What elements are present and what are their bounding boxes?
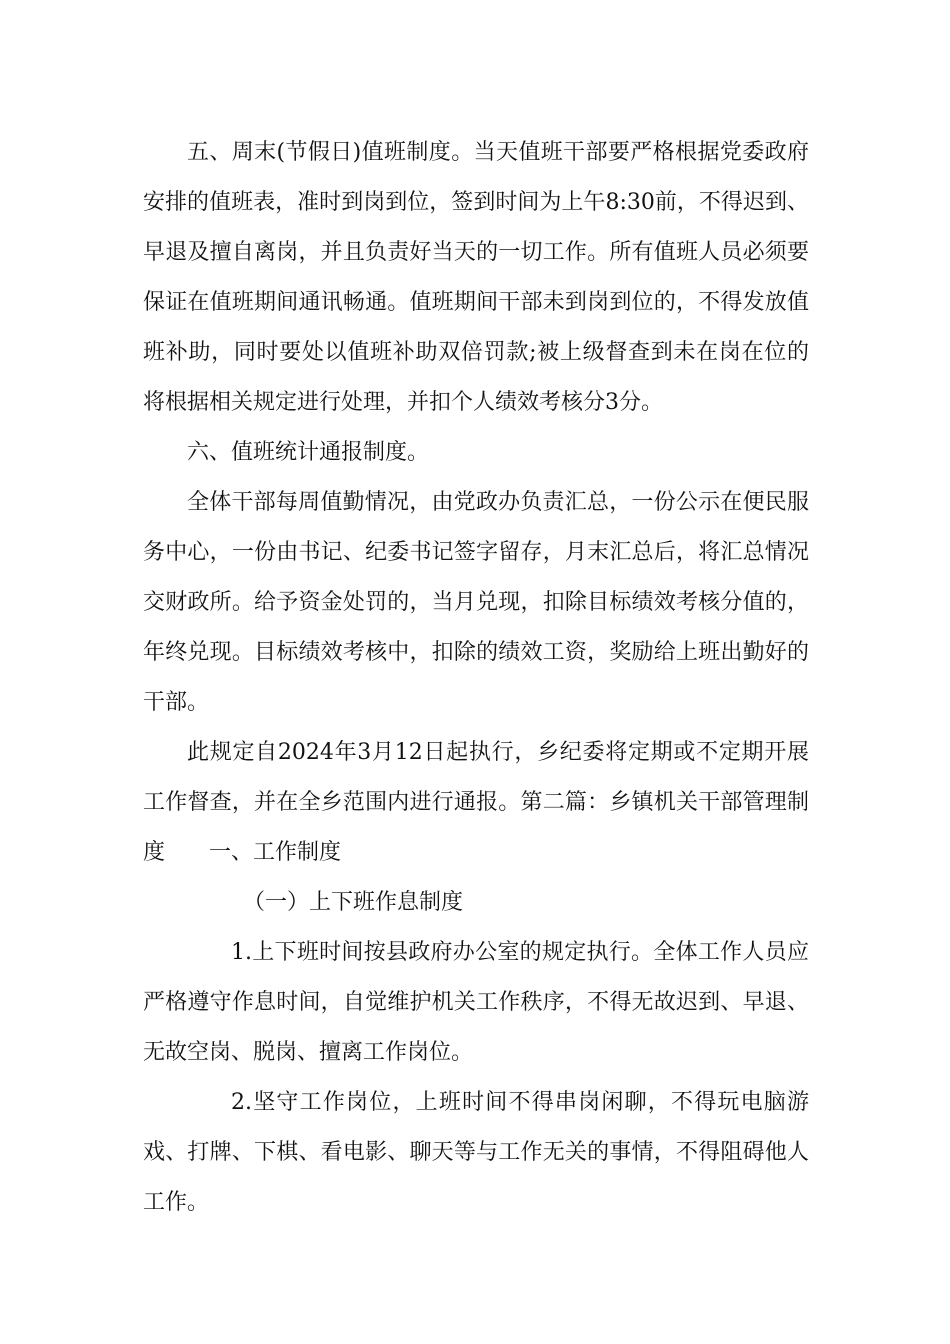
subheading-work-hours: （一）上下班作息制度 — [243, 890, 464, 915]
document-body — [143, 128, 809, 1228]
list-item-1: 1.上下班时间按县政府办公室的规定执行。全体工作人员应严格遵守作息时间，自觉维护机关工作秩序，不得无故迟到、早退、无故空岗、脱岗、擅离工作岗位。 — [143, 940, 809, 1065]
effective-date-text: 此规定自2024年3月12日起执行，乡纪委将定期或不定期开展工作督查，并在全乡范围内进行通报。第二篇：乡镇机关干部管理制度 — [143, 740, 809, 865]
paragraph-statistics-heading: 六、值班统计通报制度。 — [187, 440, 430, 465]
paragraph-effective-date — [143, 728, 809, 878]
paragraph-weekend-duty: 五、周末(节假日)值班制度。当天值班干部要严格根据党委政府安排的值班表，准时到岗到位，签到时间为上午8:30前，不得迟到、早退及擅自离岗，并且负责好当天的一切工作。所有值班人员必须要保证在值班期间通讯畅通。值班期间干部未到岗到位的，不得发放值班补助，同时要处以值班补助双倍罚款;被上级督查到未在岗在位的将根据相关规定进行处理，并扣个人绩效考核分3分。 — [143, 140, 809, 415]
work-system-heading: 一、工作制度 — [209, 840, 342, 865]
paragraph-statistics-body: 全体干部每周值勤情况，由党政办负责汇总，一份公示在便民服务中心，一份由书记、纪委书记签字留存，月末汇总后，将汇总情况交财政所。给予资金处罚的，当月兑现，扣除目标绩效考核分值的，年终兑现。目标绩效考核中，扣除的绩效工资，奖励给上班出勤好的干部。 — [143, 490, 809, 715]
list-item-2: 2.坚守工作岗位，上班时间不得串岗闲聊，不得玩电脑游戏、打牌、下棋、看电影、聊天等与工作无关的事情，不得阻碍他人工作。 — [143, 1090, 809, 1215]
